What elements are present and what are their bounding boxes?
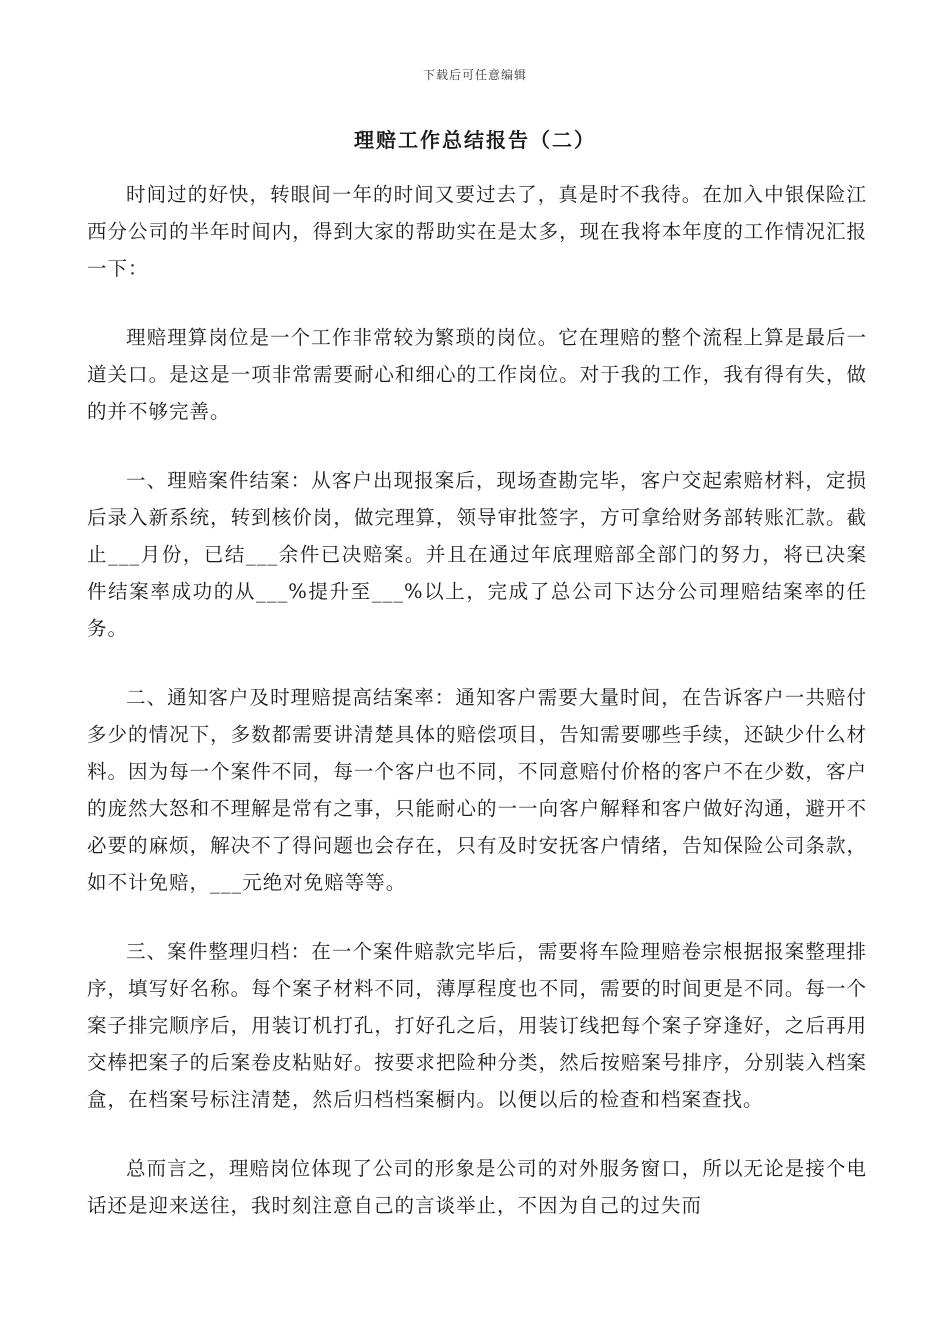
header-note: 下载后可任意编辑	[422, 68, 527, 82]
paragraph-summary: 总而言之，理赔岗位体现了公司的形象是公司的对外服务窗口，所以无论是接个电话还是迎来送往，我时刻注意自己的言谈举止，不因为自己的过失而	[87, 1157, 867, 1217]
paragraph-case-closing: 一、理赔案件结案：从客户出现报案后，现场查勘完毕，客户交起索赔材料，定损后录入新系统，转到核价岗，做完理算，领导审批签字，方可拿给财务部转账汇款。截止___月份，已结___余件已决赔案。并且在通过年底理赔部全部门的努力，将已决案件结案率成功的从___%提升至___%以上，完成了总公司下达分公司理赔结案率的任务。	[87, 469, 867, 640]
paragraph-role: 理赔理算岗位是一个工作非常较为繁琐的岗位。它在理赔的整个流程上算是最后一道关口。是这是一项非常需要耐心和细心的工作岗位。对于我的工作，我有得有失，做的并不够完善。	[87, 326, 867, 423]
document-body	[87, 176, 867, 1256]
paragraph-archiving: 三、案件整理归档：在一个案件赔款完毕后，需要将车险理赔卷宗根据报案整理排序，填写好名称。每个案子材料不同，薄厚程度也不同，需要的时间更是不同。每一个案子排完顺序后，用装订机打孔，打好孔之后，用装订线把每个案子穿逢好，之后再用交棒把案子的后案卷皮粘贴好。按要求把险种分类，然后按赔案号排序，分别装入档案盒，在档案号标注清楚，然后归档档案橱内。以便以后的检查和档案查找。	[87, 940, 867, 1111]
document-title: 理赔工作总结报告（二）	[354, 128, 596, 152]
paragraph-intro: 时间过的好快，转眼间一年的时间又要过去了，真是时不我待。在加入中银保险江西分公司的半年时间内，得到大家的帮助实在是太多，现在我将本年度的工作情况汇报一下：	[87, 183, 867, 280]
paragraph-customer-notice: 二、通知客户及时理赔提高结案率：通知客户需要大量时间，在告诉客户一共赔付多少的情况下，多数都需要讲清楚具体的赔偿项目，告知需要哪些手续，还缺少什么材料。因为每一个案件不同，每一个客户也不同，不同意赔付价格的客户不在少数，客户的庞然大怒和不理解是常有之事，只能耐心的一一向客户解释和客户做好沟通，避开不必要的麻烦，解决不了得问题也会存在，只有及时安抚客户情绪，告知保险公司条款，如不计免赔，___元绝对免赔等等。	[87, 686, 867, 894]
